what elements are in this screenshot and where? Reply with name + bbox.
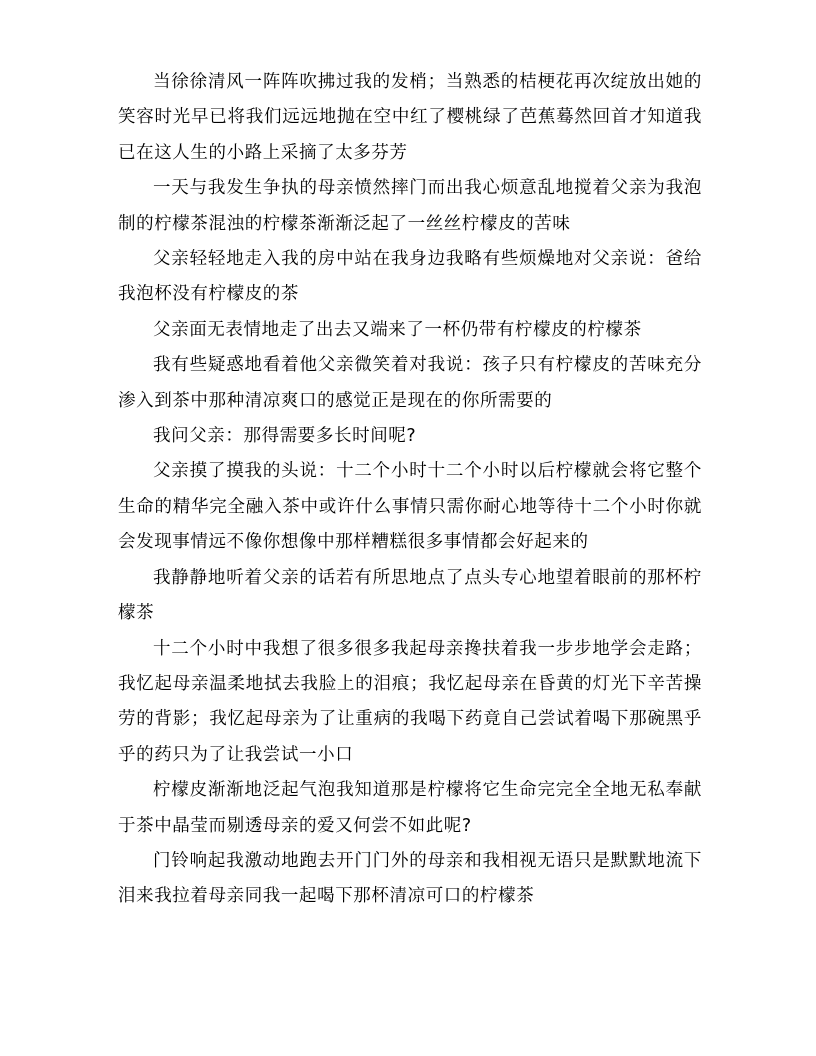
document-body xyxy=(118,65,702,915)
paragraph-7: 父亲摸了摸我的头说：十二个小时十二个小时以后柠檬就会将它整个生命的精华完全融入茶中或许什么事情只需你耐心地等待十二个小时你就会发现事情远不像你想像中那样糟糕很多事情都会好起来的 xyxy=(118,461,702,553)
paragraph-4: 父亲面无表情地走了出去又端来了一杯仍带有柠檬皮的柠檬茶 xyxy=(153,319,642,340)
paragraph-5: 我有些疑惑地看着他父亲微笑着对我说：孩子只有柠檬皮的苦味充分渗入到茶中那种清凉爽口的感觉正是现在的你所需要的 xyxy=(118,355,702,411)
paragraph-6: 我问父亲：那得需要多长时间呢? xyxy=(153,426,417,447)
paragraph-8: 我静静地听着父亲的话若有所思地点了点头专心地望着眼前的那杯柠檬茶 xyxy=(118,567,702,624)
paragraph-2: 一天与我发生争执的母亲愤然摔门而出我心烦意乱地搅着父亲为我泡制的柠檬茶混浊的柠檬茶渐渐泛起了一丝丝柠檬皮的苦味 xyxy=(118,178,702,234)
paragraph-3: 父亲轻轻地走入我的房中站在我身边我略有些烦燥地对父亲说：爸给我泡杯没有柠檬皮的茶 xyxy=(118,249,702,305)
paragraph-9: 十二个小时中我想了很多很多我起母亲搀扶着我一步步地学会走路；我忆起母亲温柔地拭去我脸上的泪痕；我忆起母亲在昏黄的灯光下辛苦操劳的背影；我忆起母亲为了让重病的我喝下药竟自己尝试着喝下那碗黑乎乎的药只为了让我尝试一小口 xyxy=(118,638,702,765)
paragraph-1: 当徐徐清风一阵阵吹拂过我的发梢；当熟悉的桔梗花再次绽放出她的笑容时光早已将我们远远地抛在空中红了樱桃绿了芭蕉蓦然回首才知道我已在这人生的小路上采摘了太多芬芳 xyxy=(118,72,702,163)
paragraph-10: 柠檬皮渐渐地泛起气泡我知道那是柠檬将它生命完完全全地无私奉献于茶中晶莹而剔透母亲的爱又何尝不如此呢? xyxy=(118,780,702,836)
paragraph-11: 门铃响起我激动地跑去开门门外的母亲和我相视无语只是默默地流下泪来我拉着母亲同我一起喝下那杯清凉可口的柠檬茶 xyxy=(118,850,702,907)
